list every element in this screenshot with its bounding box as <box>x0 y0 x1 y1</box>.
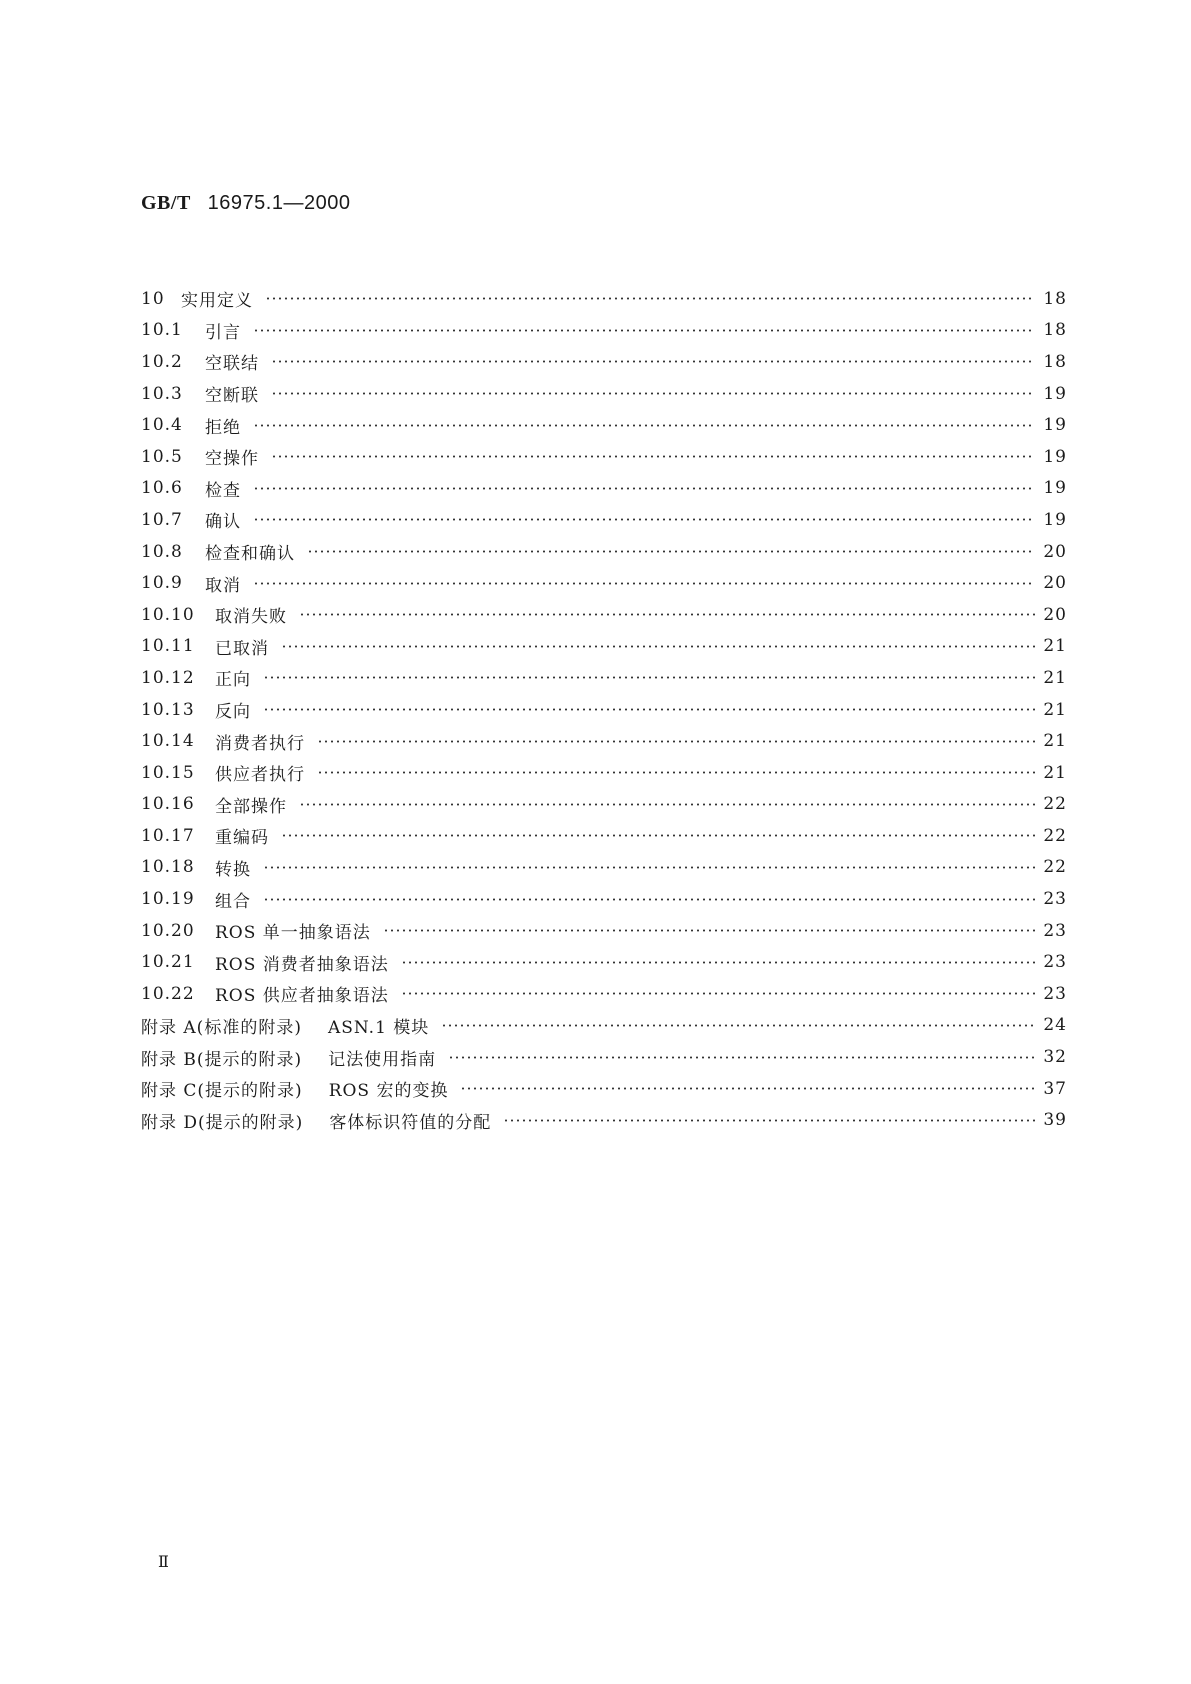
toc-entry-number: 10.22 <box>141 983 195 1004</box>
dot-leader <box>263 898 1035 901</box>
toc-entry-title: 引言 <box>205 322 241 343</box>
toc-entry-number: 10.13 <box>141 699 195 720</box>
toc-entry-title: ROS 单一抽象语法 <box>215 923 371 944</box>
toc-entry-number: 10.16 <box>141 794 195 815</box>
toc-entry[interactable] <box>141 757 1067 789</box>
dot-leader <box>253 424 1035 427</box>
toc-entry-number: 附录 D(提示的附录) <box>141 1112 304 1133</box>
toc-entry[interactable] <box>141 567 1067 599</box>
toc-entry-number: 10.8 <box>141 541 183 562</box>
toc-entry[interactable] <box>141 946 1067 978</box>
toc-entry-number: 10.9 <box>141 573 183 594</box>
toc-entry-number: 10.21 <box>141 952 195 973</box>
toc-entry-number: 10 <box>141 288 165 309</box>
toc-entry[interactable] <box>141 915 1067 947</box>
dot-leader <box>271 392 1035 395</box>
toc-entry-number: 10.18 <box>141 857 195 878</box>
toc-entry[interactable] <box>141 725 1067 757</box>
toc-entry-page: 22 <box>1043 794 1067 815</box>
toc-entry-title: 取消 <box>205 575 241 596</box>
toc-entry-title: ROS 供应者抽象语法 <box>215 986 389 1007</box>
toc-entry-title: 消费者执行 <box>215 733 305 754</box>
toc-entry-title: 取消失败 <box>215 607 287 628</box>
dot-leader <box>253 487 1035 490</box>
standard-number: 16975.1—2000 <box>207 192 351 214</box>
toc-entry-page: 23 <box>1043 952 1067 973</box>
toc-entry[interactable] <box>141 315 1067 347</box>
toc-entry[interactable] <box>141 536 1067 568</box>
toc-entry[interactable] <box>141 631 1067 663</box>
toc-entry[interactable] <box>141 789 1067 821</box>
toc-entry-title: ASN.1 模块 <box>327 1017 430 1038</box>
toc-entry-title: 全部操作 <box>215 796 287 817</box>
toc-entry-number: 10.6 <box>141 478 183 499</box>
toc-entry-title: 检查 <box>205 480 241 501</box>
toc-entry-title: 拒绝 <box>205 417 241 438</box>
toc-entry-page: 20 <box>1043 573 1067 594</box>
toc-entry-number: 附录 A(标准的附录) <box>141 1017 302 1038</box>
toc-entry-page: 22 <box>1043 857 1067 878</box>
toc-entry-title: 已取消 <box>215 638 269 659</box>
dot-leader <box>263 676 1035 679</box>
dot-leader <box>271 455 1035 458</box>
toc-entry-number: 10.12 <box>141 667 195 688</box>
toc-entry[interactable] <box>141 1073 1067 1105</box>
dot-leader <box>299 613 1035 616</box>
toc-entry-page: 21 <box>1043 699 1067 720</box>
toc-entry-page: 18 <box>1043 288 1067 309</box>
toc-entry-number: 10.2 <box>141 351 183 372</box>
toc-entry-title: 确认 <box>205 512 241 533</box>
toc-entry[interactable] <box>141 599 1067 631</box>
toc-entry-page: 20 <box>1043 541 1067 562</box>
toc-entry-number: 附录 B(提示的附录) <box>141 1049 303 1070</box>
toc-entry-title: ROS 宏的变换 <box>328 1081 449 1102</box>
toc-entry[interactable] <box>141 409 1067 441</box>
toc-entry-page: 23 <box>1043 983 1067 1004</box>
dot-leader <box>253 518 1035 521</box>
toc-entry[interactable] <box>141 473 1067 505</box>
dot-leader <box>448 1056 1035 1059</box>
dot-leader <box>271 360 1035 363</box>
toc-entry-number: 10.20 <box>141 920 195 941</box>
toc-entry-page: 21 <box>1043 731 1067 752</box>
toc-entry-page: 21 <box>1043 667 1067 688</box>
toc-entry[interactable] <box>141 694 1067 726</box>
toc-entry-title: 反向 <box>215 702 251 723</box>
toc-entry-page: 23 <box>1043 889 1067 910</box>
dot-leader <box>299 803 1035 806</box>
toc-entry-number: 10.10 <box>141 604 195 625</box>
toc-entry[interactable] <box>141 378 1067 410</box>
toc-entry-number: 10.4 <box>141 415 183 436</box>
toc-entry-title: 供应者执行 <box>215 765 305 786</box>
toc-entry-page: 24 <box>1043 1015 1067 1036</box>
toc-entry-title: 记法使用指南 <box>328 1049 437 1070</box>
toc-entry-number: 10.19 <box>141 889 195 910</box>
dot-leader <box>503 1119 1035 1122</box>
toc-entry-page: 21 <box>1043 762 1067 783</box>
page-number: Ⅱ <box>158 1552 169 1571</box>
dot-leader <box>317 740 1035 743</box>
toc-entry-title: ROS 消费者抽象语法 <box>215 954 389 975</box>
toc-entry-number: 附录 C(提示的附录) <box>141 1081 303 1102</box>
dot-leader <box>253 329 1035 332</box>
toc-entry-page: 19 <box>1043 446 1067 467</box>
toc-entry[interactable] <box>141 283 1067 315</box>
toc-entry-title: 组合 <box>215 891 251 912</box>
toc-entry-page: 19 <box>1043 383 1067 404</box>
toc-entry[interactable] <box>141 852 1067 884</box>
toc-entry-page: 19 <box>1043 415 1067 436</box>
toc-entry-page: 39 <box>1043 1110 1067 1131</box>
toc-entry-page: 19 <box>1043 509 1067 530</box>
toc-entry[interactable] <box>141 1104 1067 1136</box>
dot-leader <box>441 1024 1035 1027</box>
toc-entry-number: 10.17 <box>141 825 195 846</box>
toc-entry-title: 正向 <box>215 670 251 691</box>
toc-entry-title: 空联结 <box>205 354 259 375</box>
table-of-contents <box>141 283 1067 1136</box>
dot-leader <box>401 992 1035 995</box>
toc-entry-number: 10.14 <box>141 731 195 752</box>
toc-entry-page: 20 <box>1043 604 1067 625</box>
dot-leader <box>265 297 1035 300</box>
toc-entry[interactable] <box>141 441 1067 473</box>
toc-entry-page: 32 <box>1043 1047 1067 1068</box>
toc-entry-title: 空断联 <box>205 386 259 407</box>
dot-leader <box>263 708 1035 711</box>
toc-entry-number: 10.3 <box>141 383 183 404</box>
dot-leader <box>253 582 1035 585</box>
toc-entry[interactable] <box>141 346 1067 378</box>
toc-entry-number: 10.11 <box>141 636 195 657</box>
dot-leader <box>460 1087 1035 1090</box>
toc-entry-number: 10.7 <box>141 509 183 530</box>
toc-entry[interactable] <box>141 504 1067 536</box>
toc-entry-title: 实用定义 <box>181 291 253 312</box>
standard-prefix: GB/T <box>141 192 191 214</box>
toc-entry[interactable] <box>141 1010 1067 1042</box>
toc-entry-page: 18 <box>1043 320 1067 341</box>
toc-entry-title: 重编码 <box>215 828 269 849</box>
toc-entry-number: 10.15 <box>141 762 195 783</box>
toc-entry[interactable] <box>141 1041 1067 1073</box>
dot-leader <box>281 834 1035 837</box>
dot-leader <box>383 929 1035 932</box>
toc-entry[interactable] <box>141 820 1067 852</box>
toc-entry[interactable] <box>141 978 1067 1010</box>
toc-entry-page: 37 <box>1043 1078 1067 1099</box>
standard-code <box>141 190 350 215</box>
dot-leader <box>281 645 1035 648</box>
toc-entry-page: 19 <box>1043 478 1067 499</box>
dot-leader <box>307 550 1035 553</box>
toc-entry-title: 转换 <box>215 859 251 880</box>
toc-entry-title: 客体标识符值的分配 <box>329 1112 492 1133</box>
dot-leader <box>317 771 1035 774</box>
toc-entry[interactable] <box>141 883 1067 915</box>
toc-entry[interactable] <box>141 662 1067 694</box>
toc-entry-page: 22 <box>1043 825 1067 846</box>
toc-entry-number: 10.5 <box>141 446 183 467</box>
toc-entry-page: 23 <box>1043 920 1067 941</box>
toc-entry-number: 10.1 <box>141 320 183 341</box>
toc-entry-page: 18 <box>1043 351 1067 372</box>
toc-entry-page: 21 <box>1043 636 1067 657</box>
toc-entry-title: 空操作 <box>205 449 259 470</box>
dot-leader <box>401 961 1035 964</box>
dot-leader <box>263 866 1035 869</box>
toc-entry-title: 检查和确认 <box>205 544 295 565</box>
